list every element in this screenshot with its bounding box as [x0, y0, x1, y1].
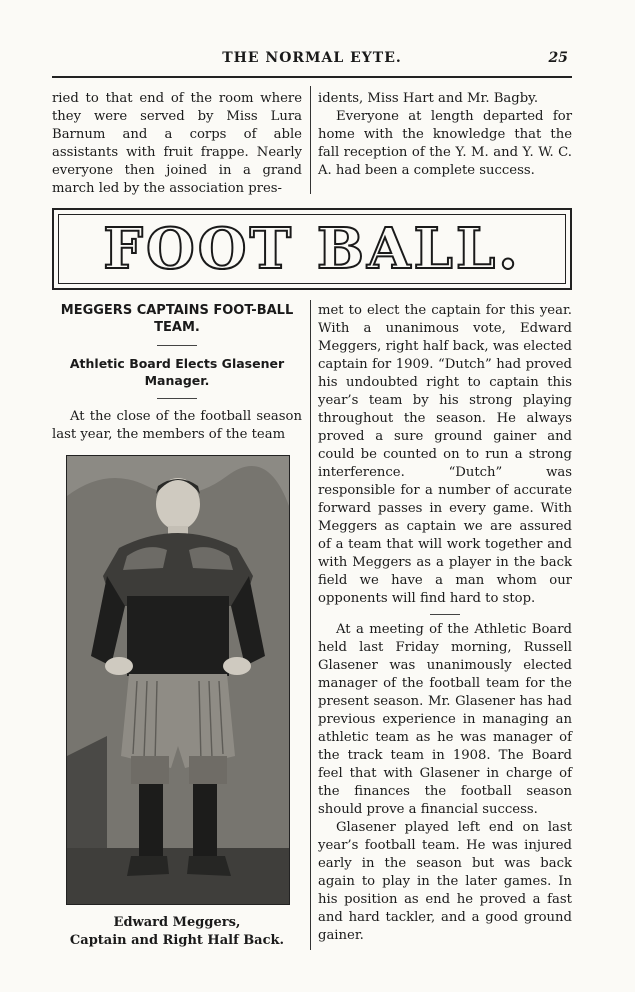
continued-paragraph-left: ried to that end of the room where they were served by Miss Lura Barnum and a corps of able assistants with fruit frappe. Nearly everyone then joined in a grand march led by the association pres- — [52, 91, 302, 196]
article-left-column — [52, 302, 302, 444]
caption-title: Captain and Right Half Back. — [69, 933, 285, 948]
article-right-column — [318, 302, 572, 945]
article-subhead: Athletic Board Elects Glasener Manager. — [69, 356, 285, 388]
section-banner-frame — [58, 214, 566, 284]
closing-paragraph: Everyone at length departed for home with the knowledge that the fall reception of the Y. M. and Y. W. C. A. had been a complete success. — [318, 109, 572, 178]
section-title: FOOT BALL. — [103, 216, 521, 282]
page-number: 25 — [548, 50, 568, 66]
article-paragraph: At the close of the football season last year, the members of the team — [52, 409, 302, 442]
article-paragraph-captain: met to elect the captain for this year. With a unanimous vote, Edward Meggers, right half back, was elected captain for 1909. “Dutch” had proved his undoubted right to captain this year’s team by his strong playing throughout the season. He always proved a sure ground gainer and could be counted on to run a strong interference. “Dutch” was responsible for a number of accurate forward passes in every game. With Meggers as captain we are assured of a team that will work together and with Meggers as a player in the back field we have a man whom our opponents will find hard to stop. — [318, 303, 572, 606]
player-photograph — [66, 455, 290, 905]
continued-paragraph-right: idents, Miss Hart and Mr. Bagby. — [318, 91, 539, 106]
top-right-column — [318, 90, 572, 180]
page-header — [52, 50, 572, 70]
headline-rule — [157, 345, 197, 346]
top-column-divider — [310, 86, 311, 194]
article-paragraph-glasener: Glasener played left end on last year’s football team. He was injured early in the season but was back again to play in the later games. In his position as end he proved a fast and hard tackler, and a good ground gainer. — [318, 820, 572, 943]
article-paragraph-manager: At a meeting of the Athletic Board held last Friday morning, Russell Glasener was unanimously elected manager of the football team for the present season. Mr. Glasener has had previous experience in managing an athletic team as he was manager of the track team in 1908. The Board feel that with Glasener in charge of the finances the football season should prove a financial success. — [318, 622, 572, 817]
article-column-divider — [310, 300, 311, 950]
football-player-figure — [67, 456, 289, 904]
paragraph-rule — [430, 614, 460, 615]
top-left-column — [52, 90, 302, 198]
photo-caption — [52, 914, 302, 950]
article-headline: MEGGERS CAPTAINS FOOT-BALL TEAM. — [60, 303, 294, 335]
section-banner — [52, 208, 572, 290]
caption-name: Edward Meggers, — [113, 915, 241, 930]
subhead-rule — [157, 398, 197, 399]
header-rule — [52, 76, 572, 78]
running-title: THE NORMAL EYTE. — [222, 50, 402, 66]
